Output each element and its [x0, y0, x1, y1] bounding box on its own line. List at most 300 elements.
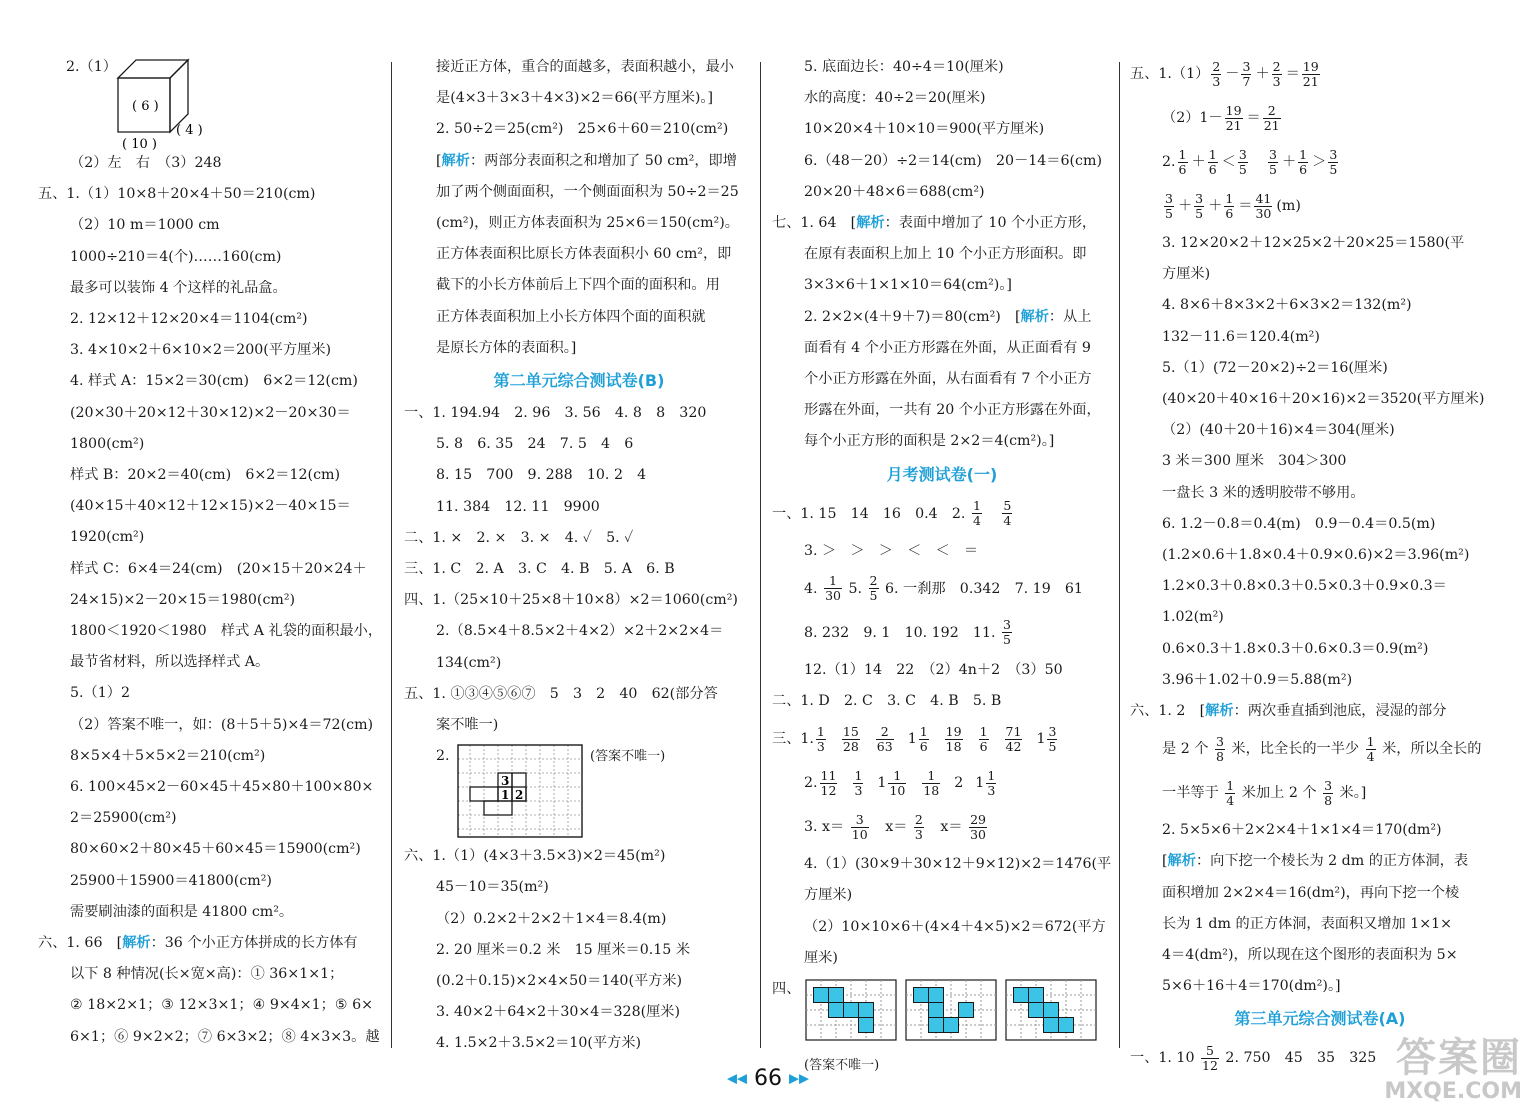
denominator: 30: [825, 588, 841, 604]
answer-line: [772, 492, 1112, 536]
fraction: [1300, 52, 1322, 96]
cube-side-label: ( 4 ): [176, 123, 203, 138]
answer-line: 接近正方体，重合的面越多，表面积越小，最小: [436, 59, 734, 75]
cuboid-diagram: [112, 56, 252, 152]
fraction: [1222, 184, 1236, 228]
numerator: 1: [816, 723, 825, 739]
denominator: 21: [1263, 117, 1280, 133]
answer-line: 水的高度：40÷2＝20(厘米): [804, 90, 986, 107]
answer-text: 米，所以全长的: [1382, 741, 1482, 758]
whole-part: 2: [954, 775, 964, 792]
answer-line: [404, 146, 754, 177]
answer-line: 4＝4(dm²)，所以现在这个图形的表面积为 5×: [1162, 947, 1458, 964]
answer-line: 132－11.6＝120.4(m²): [1162, 328, 1320, 345]
answer-text: 一、1. 10: [1130, 1050, 1195, 1067]
fraction: [824, 574, 842, 603]
denominator: 6: [979, 738, 988, 754]
net-cell: [814, 988, 829, 1003]
denominator: 5: [1165, 205, 1173, 221]
denominator: 8: [1215, 748, 1224, 764]
denominator: 3: [914, 826, 923, 842]
operator: ＋: [1208, 198, 1223, 214]
denominator: 5: [1003, 632, 1011, 648]
numerator: 2: [1263, 104, 1281, 119]
operator: ＋: [1191, 154, 1206, 170]
operator: ＋: [1281, 154, 1297, 170]
answer-line: [1130, 96, 1510, 140]
answer-line: 4. 8×6＋8×3×2＋6×3×2＝132(m²): [1162, 297, 1412, 314]
net-grid-diagrams: [802, 976, 1112, 1046]
answer-line: (1.2×0.6＋1.8×0.4＋0.9×0.6)×2＝3.96(m²): [1162, 547, 1470, 564]
fraction: [908, 717, 931, 761]
answer-line: 3.96＋1.02＋0.9＝5.88(m²): [1162, 671, 1353, 688]
analysis-tag: 解析: [1167, 853, 1196, 870]
answer-line: 正方体表面积加上小长方体四个面的面积就: [436, 308, 706, 325]
numerator: 3: [1048, 723, 1057, 739]
answer-text: 2. 2×2×(4＋9＋7)＝80(cm²) [: [804, 308, 1021, 325]
denominator: 8: [1324, 792, 1333, 808]
net-cell: [859, 1003, 874, 1018]
answer-line: [772, 761, 1112, 805]
answer-line: （2）左 右 （3）248: [70, 155, 222, 171]
answer-line: 6×1；⑥ 9×2×2；⑦ 6×3×2；⑧ 4×3×3。越: [70, 1028, 380, 1045]
numerator: 15: [842, 723, 859, 739]
next-arrows-icon: ▶▶: [789, 1071, 809, 1087]
grid-figure-line: [404, 741, 754, 841]
numerator: 1: [1226, 777, 1235, 793]
denominator: 5: [1195, 205, 1204, 221]
net-cell: [959, 1003, 974, 1018]
numerator: 1: [888, 769, 906, 784]
numerator: 71: [1005, 723, 1022, 739]
fraction: [840, 717, 862, 761]
fraction: [977, 717, 991, 761]
answer-line: 3. 40×2＋64×2＋30×4＝328(厘米): [436, 1004, 681, 1021]
answer-line: 4. 样式 A：15×2＝30(cm) 6×2＝12(cm): [70, 373, 358, 390]
answer-line: 45－10＝35(m²): [436, 879, 549, 896]
answer-line: 5.（1）(72－20×2)÷2＝16(厘米): [1162, 359, 1388, 376]
fraction: [1162, 184, 1176, 228]
numerator: 5: [1003, 498, 1012, 514]
answer-line: 方厘米): [804, 887, 853, 904]
answer-line: 1800(cm²): [70, 435, 145, 452]
denominator: 5: [869, 588, 878, 604]
numerator: 3: [1329, 146, 1338, 162]
answer-line: [772, 611, 1112, 655]
fraction: [869, 574, 879, 603]
answer-line: （2）(40＋20＋16)×4＝304(厘米): [1162, 422, 1395, 439]
numerator: 1: [1225, 190, 1234, 206]
denominator: 10: [851, 826, 868, 842]
fraction: [1261, 96, 1283, 140]
denominator: 28: [842, 738, 859, 754]
watermark-main: 答案圈: [1396, 1035, 1522, 1081]
answer-line: 4.（1）(30×9＋30×12＋9×12)×2＝1476(平: [804, 856, 1112, 873]
grid-cell-number: 3: [501, 774, 510, 789]
prev-arrows-icon: ◀◀: [727, 1071, 747, 1087]
denominator: 18: [923, 782, 940, 798]
fraction: [818, 761, 840, 805]
fraction: [1036, 717, 1059, 761]
answer-line: 5. 底面边长：40÷4＝10(厘米): [804, 59, 1004, 75]
answer-line: 四、1.（25×10＋25×8＋10×8）×2＝1060(cm²): [404, 592, 738, 609]
answer-line: 4. 1.5×2＋3.5×2＝10(平方米): [436, 1035, 642, 1052]
fraction: [914, 813, 924, 842]
answer-line: 24×15)×2－20×15＝1980(cm²): [70, 591, 296, 608]
answer-line: 1.2×0.3＋0.8×0.3＋0.5×0.3＋0.9×0.3＝: [1162, 578, 1447, 595]
answer-text: x＝: [940, 819, 963, 836]
fraction: [1206, 140, 1220, 184]
whole-part: 1: [877, 775, 887, 792]
operator: ＋: [1177, 198, 1193, 214]
fraction: [920, 761, 942, 805]
fraction: [1209, 52, 1223, 96]
answer-line: 3. ＞ ＞ ＞ ＜ ＜ ＝: [804, 542, 979, 559]
analysis-tag: 解析: [441, 152, 470, 169]
numerator: 1: [1208, 146, 1217, 162]
numerator: 1: [1178, 146, 1187, 162]
fraction: [877, 761, 908, 805]
answer-line: 25900＋15900＝41800(cm²): [70, 872, 272, 889]
answer-line: 5. 8 6. 35 24 7. 5 4 6: [436, 436, 634, 453]
grid-cell-number: 2: [515, 788, 524, 803]
answer-text: 4.: [804, 580, 818, 597]
numerator: 2: [1212, 58, 1221, 74]
answer-line: (40×15＋40×12＋12×15)×2－40×15＝: [70, 498, 351, 515]
item-label: 2.（1）: [66, 59, 117, 75]
answer-line: 3. 12×20×2＋12×25×2＋20×25＝1580(平: [1162, 235, 1465, 251]
analysis-tag: 解析: [856, 215, 885, 232]
denominator: 6: [1225, 205, 1234, 221]
answer-line: 加了两个侧面面积，一个侧面面积为 50÷2＝25: [436, 183, 739, 200]
answer-line: 在原有表面积上加上 10 个小正方形面积。即: [804, 246, 1087, 263]
answer-text: ：36 个小正方体拼成的长方体有: [150, 935, 358, 952]
answer-text: ：从上: [1048, 308, 1092, 325]
answer-text: ：两部分表面积之和增加了 50 cm²，即增: [469, 152, 737, 169]
denominator: 5: [1048, 738, 1057, 754]
fraction: [1192, 184, 1206, 228]
fraction: [1215, 735, 1225, 764]
fraction: [1270, 52, 1284, 96]
answer-line: [1130, 52, 1510, 96]
answer-line: [772, 302, 1112, 333]
numerator: 41: [1255, 190, 1272, 206]
cube-figure-line: [38, 52, 384, 152]
numerator: 2: [869, 573, 878, 589]
answer-text: 5.: [848, 580, 863, 597]
analysis-tag: 解析: [1020, 308, 1049, 325]
numerator: 3: [1165, 190, 1173, 206]
denominator: 3: [1212, 73, 1221, 89]
answer-line: [772, 805, 1112, 849]
net-cell: [1029, 988, 1044, 1003]
denominator: 21: [1225, 117, 1242, 133]
answer-text: 七、1. 64 [: [772, 215, 857, 232]
answer-line: 长为 1 dm 的正方体洞，表面积又增加 1×1×: [1162, 915, 1453, 932]
denominator: 5: [1329, 161, 1338, 177]
answer-line: 需要刷油漆的面积是 41800 cm²。: [70, 903, 294, 920]
fraction: [1239, 52, 1253, 96]
answer-line: 6. 100×45×2－60×45＋45×80＋100×80×: [70, 779, 374, 796]
numerator: 5: [1201, 1044, 1219, 1059]
net-cell: [829, 988, 844, 1003]
fraction: [1002, 499, 1012, 528]
cube-front-label: ( 6 ): [132, 99, 159, 114]
answer-line: 面积增加 2×2×4＝16(dm²)，再向下挖一个棱: [1162, 884, 1460, 901]
fraction: [1266, 140, 1280, 184]
numerator: 19: [1302, 58, 1319, 74]
answer-text: 六、1. 66 [: [38, 935, 123, 952]
denominator: 5: [1238, 161, 1247, 177]
answer-line: [1130, 846, 1510, 877]
answer-text: 是 2 个: [1162, 741, 1209, 758]
answer-line: 截下的小长方体前后上下四个面的面积和。用: [436, 277, 720, 294]
fraction: [874, 717, 896, 761]
denominator: 6: [1178, 161, 1187, 177]
fraction: [1326, 140, 1340, 184]
answer-line: [772, 717, 1112, 761]
answer-text: 五、1.（1）: [1130, 66, 1210, 82]
answer-line: (40×20＋40×16＋20×16)×2＝3520(平方厘米): [1162, 391, 1485, 408]
analysis-tag: 解析: [122, 935, 151, 952]
denominator: 4: [972, 513, 981, 529]
answer-line: 12.（1）14 22 （2）4n＋2 （3）50: [804, 661, 1063, 678]
answer-line: 厘米): [804, 949, 838, 966]
answer-line: 1920(cm²): [70, 529, 145, 546]
denominator: 18: [945, 738, 962, 754]
answer-line: 2. 5×5×6＋2×2×4＋1×1×4＝170(dm²): [1162, 822, 1442, 839]
answer-text: ：表面中增加了 10 个小正方形，: [884, 215, 1097, 232]
answer-text: ：两次垂直插到池底，浸湿的部分: [1233, 703, 1447, 720]
denominator: 3: [1272, 73, 1281, 89]
answer-column-3: [772, 52, 1112, 1074]
page-number-text: 66: [754, 1066, 782, 1091]
answer-text: 6. 一刹那 0.342 7. 19 61: [885, 580, 1083, 597]
operator: ＞: [1312, 154, 1327, 170]
numerator: 3: [1324, 777, 1333, 793]
numerator: 3: [851, 813, 869, 828]
denominator: 6: [1299, 161, 1308, 177]
fraction: [1002, 618, 1012, 647]
answer-line: [772, 567, 1112, 611]
answer-line: 3×3×6＋1×1×10＝64(cm²)。]: [804, 277, 1012, 294]
denominator: 10: [889, 782, 906, 798]
numerator: 1: [1299, 146, 1308, 162]
net-cell: [1014, 988, 1029, 1003]
numerator: 11: [820, 767, 837, 783]
answer-text: 六、1. 2 [: [1130, 703, 1206, 720]
grid-answers-line: [772, 974, 1112, 1050]
denominator: 30: [1255, 205, 1272, 221]
fraction: [1236, 140, 1250, 184]
watermark: [1352, 1036, 1522, 1104]
answer-line: 是(4×3＋3×3＋4×3)×2＝66(平方厘米)。]: [436, 90, 714, 107]
section-title: 月考测试卷(一): [886, 464, 998, 484]
answer-text: 一、1. 15 14 16 0.4 2.: [772, 505, 966, 522]
answer-line: 六、1.（1）(4×3＋3.5×3)×2＝45(m²): [404, 848, 666, 865]
answer-line: （2）0.2×2＋2×2＋1×4＝8.4(m): [436, 910, 667, 927]
section-title: 第二单元综合测试卷(B): [493, 371, 665, 391]
numerator: 3: [1269, 146, 1277, 162]
answer-line: 0.6×0.3＋1.8×0.3＋0.6×0.3＝0.9(m²): [1162, 640, 1429, 657]
fraction: [972, 499, 982, 528]
answer-line: 11. 384 12. 11 9900: [436, 498, 600, 515]
answer-line: ② 18×2×1；③ 12×3×1；④ 9×4×1；⑤ 6×: [70, 997, 374, 1014]
net-cell: [1044, 1003, 1059, 1018]
numerator: 3: [1238, 146, 1247, 162]
numerator: 2: [914, 811, 923, 827]
answer-line: 最节省材料，所以选择样式 A。: [70, 654, 270, 671]
numerator: 1: [854, 767, 863, 783]
answer-line: 3. 4×10×2＋6×10×2＝200(平方厘米): [70, 342, 332, 359]
grid-cell-number: 1: [501, 788, 510, 803]
analysis-tag: 解析: [1205, 703, 1234, 720]
answer-line: 一、1. 194.94 2. 96 3. 56 4. 8 8 320: [404, 405, 707, 422]
net-cell: [929, 988, 944, 1003]
answer-line: 最多可以装饰 4 个这样的礼品盒。: [70, 279, 287, 296]
answer-line: 3 米＝300 厘米 304＞300: [1162, 453, 1347, 470]
answer-line: 5×6＋16＋4＝170(dm²)。]: [1162, 978, 1341, 995]
answer-line: 2＝25900(cm²): [70, 810, 177, 827]
answer-line: 10×20×4＋10×10＝900(平方厘米): [804, 121, 1045, 138]
answer-line: [1130, 771, 1510, 815]
answer-text: 2.: [1162, 154, 1176, 170]
denominator: 12: [1202, 1057, 1218, 1073]
answer-line: 方厘米): [1162, 266, 1211, 283]
fraction: [1201, 1044, 1219, 1073]
answer-text: [: [1162, 853, 1168, 870]
fraction: [943, 717, 965, 761]
answer-line: 2. 12×12＋12×20×4＝1104(cm²): [70, 311, 308, 328]
fraction: [1366, 735, 1376, 764]
fraction: [1296, 140, 1310, 184]
denominator: 30: [970, 826, 986, 842]
answer-line: 五、1.（1）10×8＋20×4＋50＝210(cm): [38, 186, 316, 203]
denominator: 4: [1226, 792, 1235, 808]
answer-line: 三、1. C 2. A 3. C 4. B 5. A 6. B: [404, 561, 675, 578]
figure-note: (答案不唯一): [590, 749, 666, 765]
operator: ＜: [1221, 154, 1236, 170]
answer-line: (答案不唯一): [804, 1058, 880, 1074]
answer-line: 一盘长 3 米的透明胶带不够用。: [1162, 484, 1365, 501]
operator: ＝: [1246, 110, 1261, 126]
denominator: 6: [919, 738, 928, 754]
operator: [1252, 154, 1266, 170]
answer-line: 134(cm²): [436, 654, 502, 671]
answer-text: 三、1.: [772, 731, 814, 748]
column-divider-2: [760, 62, 761, 1048]
net-cell: [929, 1018, 944, 1033]
answer-line: 5.（1）2: [70, 685, 130, 702]
net-cell: [929, 1003, 944, 1018]
answer-line: 8. 15 700 9. 288 10. 2 4: [436, 467, 647, 484]
answer-text: 米，比全长的一半少: [1231, 741, 1360, 758]
answer-text: 3. x＝: [804, 819, 845, 836]
answer-text: [: [436, 152, 442, 169]
fraction: [969, 813, 987, 842]
answer-line: 1.02(m²): [1162, 609, 1224, 626]
numerator: 2: [1272, 58, 1281, 74]
cube-bottom-label: ( 10 ): [122, 137, 157, 152]
denominator: 6: [1208, 161, 1217, 177]
answer-line: 正方体表面积比原长方体表面积小 60 cm²，即: [436, 246, 732, 263]
answer-line: (20×30＋20×12＋30×12)×2－20×30＝: [70, 404, 351, 421]
fraction: [851, 813, 869, 842]
answer-line: 二、1. × 2. × 3. × 4. ✓ 5. ✓: [404, 529, 634, 546]
fraction: [975, 761, 998, 805]
answer-line: （2）答案不唯一，如：(8＋5＋5)×4＝72(cm): [70, 716, 374, 733]
answer-line: 是原长方体的表面积。]: [436, 339, 577, 356]
operator: ＝: [1285, 66, 1300, 82]
numerator: 3: [1195, 190, 1204, 206]
fraction: [851, 761, 865, 805]
net-cell: [829, 1003, 844, 1018]
item-label: 四、: [772, 981, 801, 998]
net-cell: [1059, 1018, 1074, 1033]
denominator: 4: [1366, 748, 1375, 764]
answer-line: 1800＜1920＜1980 样式 A 礼袋的面积最小，: [70, 623, 383, 640]
section-title: 第三单元综合测试卷(A): [1234, 1009, 1406, 1029]
numerator: 29: [970, 811, 986, 827]
answer-line: [1130, 184, 1510, 228]
answer-line: 样式 B：20×2＝40(cm) 6×2＝12(cm): [70, 467, 341, 484]
fraction: [954, 761, 963, 805]
answer-line: 五、1. ①③④⑤⑥⑦ 5 3 2 40 62(部分答: [404, 685, 718, 702]
answer-line: 每个小正方形的面积是 2×2＝4(cm²)。]: [804, 433, 1055, 450]
fraction: [1176, 140, 1190, 184]
denominator: 7: [1242, 73, 1251, 89]
answer-line: （2）10×10×6＋(4×4＋4×5)×2＝672(平方: [804, 918, 1106, 935]
answer-line: 2.（8.5×4＋8.5×2＋4×2）×2＋2×2×4＝: [436, 623, 724, 640]
answer-line: 二、1. D 2. C 3. C 4. B 5. B: [772, 693, 1002, 710]
grid-diagram: [456, 743, 586, 839]
numerator: 1: [922, 769, 940, 784]
fraction: [1225, 779, 1235, 808]
net-cell: [1044, 1018, 1059, 1033]
answer-line: (cm²)，则正方体表面积为 25×6＝150(cm²)。: [436, 215, 739, 232]
numerator: 1: [979, 723, 988, 739]
denominator: 42: [1005, 738, 1022, 754]
numerator: 1: [987, 767, 996, 783]
watermark-url: MXQE.COM: [1384, 1079, 1522, 1104]
numerator: 19: [1225, 102, 1242, 118]
answer-text: 2. 750 45 35 325: [1225, 1050, 1377, 1067]
fraction: [814, 717, 828, 761]
denominator: 21: [1302, 73, 1319, 89]
whole-part: 1: [1036, 731, 1046, 748]
denominator: 3: [987, 782, 996, 798]
answer-text: 米。]: [1339, 785, 1367, 802]
numerator: 1: [824, 574, 842, 589]
operator: ＝: [1238, 198, 1253, 214]
fraction: [1003, 717, 1025, 761]
operator: ＋: [1255, 66, 1270, 82]
fraction: [1223, 96, 1245, 140]
answer-line: (0.2＋0.15)×2×4×50＝140(平方米): [436, 973, 683, 990]
answer-line: 面看有 4 个小正方形露在外面，从正面看有 9: [804, 339, 1091, 356]
answer-text: 8. 232 9. 1 10. 192 11.: [804, 624, 996, 641]
operator: －: [1225, 66, 1240, 82]
net-cell: [844, 1003, 859, 1018]
denominator: 5: [1269, 161, 1277, 177]
numerator: 19: [945, 723, 962, 739]
answer-line: 以下 8 种情况(长×宽×高)：① 36×1×1；: [70, 966, 344, 983]
answer-column-2: [404, 52, 754, 1052]
answer-text: 2.: [804, 775, 818, 792]
answer-text: 米加上 2 个: [1241, 785, 1317, 802]
answer-line: （2）10 m＝1000 cm: [70, 217, 220, 234]
denominator: 63: [876, 738, 893, 754]
